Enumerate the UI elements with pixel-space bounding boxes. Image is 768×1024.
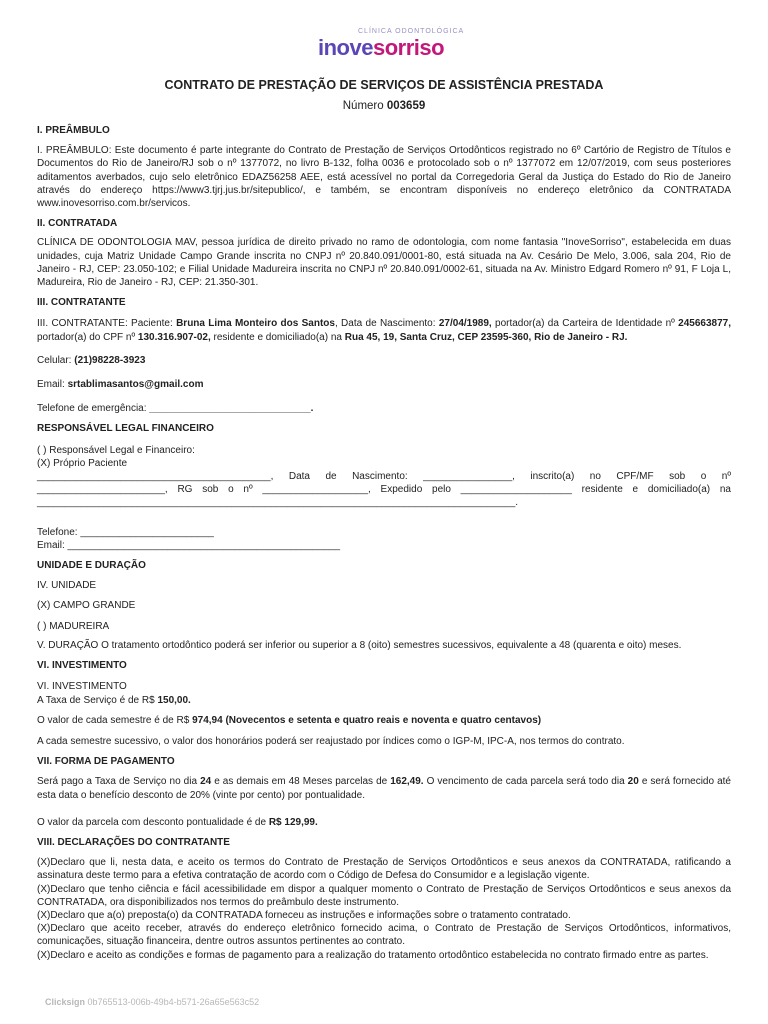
discount-label: O valor da parcela com desconto pontualidade é de — [37, 816, 269, 828]
contractor-text-part: , Data de Nascimento: — [334, 318, 439, 330]
unit-campo-grande: (X) CAMPO GRANDE — [37, 600, 136, 612]
option-responsible: ( ) Responsável Legal e Financeiro: — [37, 444, 195, 456]
document-title: CONTRATO DE PRESTAÇÃO DE SERVIÇOS DE ASSISTÊNCIA PRESTADA — [164, 78, 604, 92]
logo-tagline: CLÍNICA ODONTOLÓGICA — [358, 28, 465, 35]
responsible-email-line: Email: _________________________________________________ — [37, 539, 341, 551]
patient-rg: 245663877, — [678, 318, 732, 330]
section-heading: I. PREÂMBULO — [37, 125, 110, 136]
investment-sub: VI. INVESTIMENTO — [37, 681, 127, 693]
payment-text-part: O vencimento de cada parcela será todo dia — [423, 776, 628, 788]
patient-cpf: 130.316.907-02, — [137, 331, 211, 343]
payment-text-part: e as demais em 48 Meses parcelas de — [211, 776, 391, 788]
phone-label: Celular: — [37, 354, 75, 366]
contractor-text-part: residente e domiciliado(a) na — [210, 331, 345, 343]
logo-brand — [318, 35, 444, 61]
logo-brand-part1: inove — [318, 35, 373, 60]
contractor-text-part: portador(a) da Carteira de Identidade nº — [491, 318, 679, 330]
unit-madureira: ( ) MADUREIRA — [37, 620, 110, 632]
semester-value-line — [37, 714, 731, 727]
patient-email-line — [37, 378, 731, 391]
responsible-blanks: __________________________________________, Data de Nascimento: ________________, inscrito(a) no CPF/MF sob o nº _______________________, RG sob o nº ___________________, Expedido pelo ____________________ residente e domiciliado(a) na ______________________________________________________________________________________. — [37, 471, 731, 509]
adjustment-text: A cada semestre sucessivo, o valor dos honorários poderá ser reajustado por índices como o IGP-M, IPC-A, nos termos do contrato. — [37, 735, 625, 747]
payment-text-part: e será fornecido até esta data o benefício desconto de 20% (vinte por cento) por pontualidade. — [37, 776, 731, 801]
emergency-label: Telefone de emergência: — [37, 403, 150, 415]
unit-heading: IV. UNIDADE — [37, 580, 97, 592]
contractor-text — [37, 317, 731, 343]
payment-day-fee: 24 — [200, 776, 212, 788]
installment-value: 162,49. — [390, 776, 424, 788]
declaration-item: (X)Declaro que tenho ciência e fácil acessibilidade em dispor a qualquer momento o Contrato de Prestação de Serviços Ortodônticos e seus anexos da CONTRATADA, ora disponibilizados nos termos do preâmbulo deste instrumento. — [37, 883, 731, 908]
preamble-text: I. PREÂMBULO: Este documento é parte integrante do Contrato de Prestação de Serviços Ortodônticos registrado no 6º Cartório de Registro de Títulos e Documentos do Rio de Janeiro/RJ sob o nº 1377072, no livro B-132, folha 0036 e protocolado sob o nº 1377072 em 12/07/2019, com seus posteriores aditamentos averbados, cujo selo eletrônico EDAZ56258 AEE, está acessível no portal da Corregedoria Geral da Justiça do Estado do Rio de Janeiro através do endereço https://www3.tjrj.jus.br/sitepublico/, e também, se encontram disponíveis no endereço eletrônico da CONTRATADA www.inovesorriso.com.br/servicos. — [37, 145, 731, 210]
emergency-blank: _____________________________. — [149, 403, 314, 415]
section-heading: UNIDADE E DURAÇÃO — [37, 560, 146, 572]
contract-number-value: 003659 — [386, 100, 426, 112]
semester-value: 974,94 (Novecentos e setenta e quatro reais e noventa e quatro centavos) — [192, 714, 542, 726]
section-heading: VI. INVESTIMENTO — [37, 660, 127, 672]
semester-label: O valor de cada semestre é de R$ — [37, 714, 193, 726]
contractor-text-part: portador(a) do CPF nº — [37, 331, 138, 343]
emergency-phone-line — [37, 402, 731, 415]
declaration-item: (X)Declaro que li, nesta data, e aceito os termos do Contrato de Prestação de Serviços Ortodônticos e seus anexos da CONTRATADA, ratificando a assinatura deste termo para a efetiva contratação de acordo com o Código de Defesa do Consumidor e a legislação vigente. — [37, 857, 731, 882]
patient-birthdate: 27/04/1989, — [438, 318, 492, 330]
section-heading: III. CONTRATANTE — [37, 297, 126, 309]
discount-line — [37, 816, 731, 829]
declaration-item: (X)Declaro e aceito as condições e formas de pagamento para a realização do tratamento ortodôntico estabelecida no contrato firmado entre as partes. — [37, 949, 709, 961]
clinic-logo — [318, 28, 465, 68]
duration-text: V. DURAÇÃO O tratamento ortodôntico poderá ser inferior ou superior a 8 (oito) semestres sucessivos, equivalente a 48 (quarenta e oito) meses. — [37, 639, 682, 651]
logo-brand-part2: sorriso — [372, 35, 445, 60]
patient-phone: (21)98228-3923 — [74, 354, 146, 366]
payment-text-part: Será pago a Taxa de Serviço no dia — [37, 776, 201, 788]
patient-address: Rua 45, 19, Santa Cruz, CEP 23595-360, Rio de Janeiro - RJ. — [344, 331, 628, 343]
signature-footer — [45, 997, 259, 1007]
patient-email: srtablimasantos@gmail.com — [67, 379, 204, 391]
section-heading: RESPONSÁVEL LEGAL FINANCEIRO — [37, 423, 214, 435]
section-heading: II. CONTRATADA — [37, 218, 118, 230]
document-body — [37, 124, 731, 962]
service-fee-line — [37, 694, 731, 707]
payment-due-day: 20 — [627, 776, 639, 788]
contract-number — [0, 100, 768, 112]
fee-value: 150,00. — [157, 694, 191, 706]
section-heading: VIII. DECLARAÇÕES DO CONTRATANTE — [37, 836, 230, 848]
option-own-patient: (X) Próprio Paciente — [37, 457, 128, 469]
discount-value: R$ 129,99. — [268, 816, 318, 828]
document-hash: 0b765513-006b-49b4-b571-26a65e563c52 — [87, 997, 260, 1007]
patient-phone-line — [37, 354, 731, 367]
clicksign-brand: Clicksign — [45, 997, 86, 1007]
email-label: Email: — [37, 379, 68, 391]
contract-number-label: Número — [342, 100, 384, 112]
contracted-text: CLÍNICA DE ODONTOLOGIA MAV, pessoa jurídica de direito privado no ramo de odontologia, com nome fantasia "InoveSorriso", estabelecida em duas unidades, cuja Matriz Unidade Campo Grande inscrita no CNPJ nº 20.840.091/0001-80, está situada na Av. Cesário De Melo, 3.006, sala 204, Rio de Janeiro - RJ, CEP: 23.050-102; e Filial Unidade Madureira inscrita no CNPJ nº 20.840.091/0002-61, situada na Av. Ministro Edgard Romero nº 91, F Loja L, Madureira, Rio de Janeiro - RJ, CEP: 21.350-301. — [37, 237, 731, 289]
contractor-text-part: III. CONTRATANTE: Paciente: — [37, 318, 177, 330]
payment-text — [37, 775, 731, 801]
patient-name: Bruna Lima Monteiro dos Santos — [176, 318, 335, 330]
declaration-item: (X)Declaro que a(o) preposta(o) da CONTRATADA forneceu as instruções e informações sobre o tratamento contratado. — [37, 909, 571, 921]
responsible-phone-line: Telefone: ________________________ — [37, 526, 214, 538]
declaration-item: (X)Declaro que aceito receber, através do endereço eletrônico fornecido acima, o Contrato de Prestação de Serviços Ortodônticos, informativos, comunicações, situação financeira, dentre outros assuntos pertinentes ao contrato. — [37, 923, 731, 948]
section-heading: VII. FORMA DE PAGAMENTO — [37, 756, 175, 768]
fee-label: A Taxa de Serviço é de R$ — [37, 694, 158, 706]
